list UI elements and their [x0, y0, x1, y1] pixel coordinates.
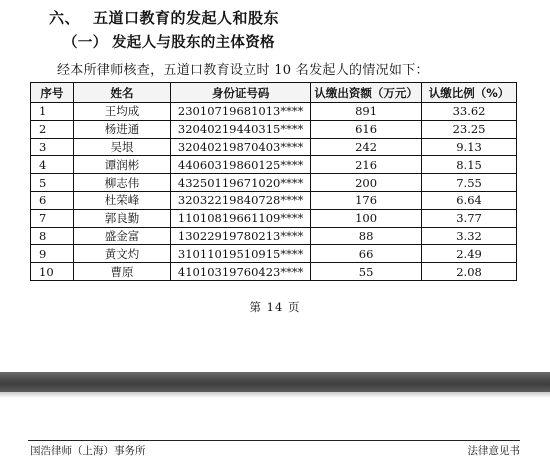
row-seq: 3 — [31, 138, 74, 156]
row-name: 杨进通 — [73, 120, 170, 138]
table-row — [31, 209, 517, 227]
row-name: 谭润彬 — [73, 156, 170, 174]
page-divider — [0, 372, 550, 392]
subsection-number: （一） — [63, 35, 108, 51]
table-body — [31, 103, 517, 281]
subsection-heading — [63, 31, 275, 52]
row-seq: 10 — [31, 263, 74, 281]
row-id-number: 43250119671020**** — [171, 174, 311, 192]
page-divider-shadow — [0, 392, 550, 398]
row-id-number: 31011019510915**** — [171, 245, 311, 263]
row-seq: 7 — [31, 209, 74, 227]
row-id-number: 32040219870403**** — [171, 138, 311, 156]
table-row — [31, 103, 517, 121]
row-ratio: 9.13 — [422, 138, 517, 156]
row-id-number: 23010719681013**** — [171, 103, 311, 121]
row-ratio: 7.55 — [422, 174, 517, 192]
section-title: 五道口教育的发起人和股东 — [93, 9, 280, 27]
row-ratio: 6.64 — [422, 191, 517, 209]
table-row — [31, 156, 517, 174]
header-cell: 姓名 — [73, 83, 170, 103]
table-row — [31, 263, 517, 281]
table-row — [31, 174, 517, 192]
row-seq: 9 — [31, 245, 74, 263]
row-amount: 66 — [311, 245, 422, 263]
row-amount: 216 — [311, 156, 422, 174]
row-seq: 4 — [31, 156, 74, 174]
header-cell: 认缴出资额（万元） — [311, 83, 422, 103]
row-amount: 176 — [311, 191, 422, 209]
row-name: 王均成 — [73, 103, 170, 121]
row-name: 杜荣峰 — [73, 191, 170, 209]
table-row — [31, 138, 517, 156]
table-row — [31, 120, 517, 138]
header-cell: 序号 — [31, 83, 74, 103]
row-name: 吴垠 — [73, 138, 170, 156]
row-ratio: 3.77 — [422, 209, 517, 227]
row-ratio: 3.32 — [422, 227, 517, 245]
row-ratio: 8.15 — [422, 156, 517, 174]
row-ratio: 2.08 — [422, 263, 517, 281]
footer-rule — [28, 440, 520, 441]
table-header-row — [31, 83, 517, 103]
page-number: 第 14 页 — [249, 300, 301, 314]
row-amount: 891 — [311, 103, 422, 121]
row-name: 柳志伟 — [73, 174, 170, 192]
section-number: 六、 — [49, 9, 81, 27]
row-ratio: 33.62 — [422, 103, 517, 121]
row-seq: 5 — [31, 174, 74, 192]
footer-firm-name: 国浩律师（上海）事务所 — [30, 445, 146, 457]
row-seq: 8 — [31, 227, 74, 245]
row-amount: 200 — [311, 174, 422, 192]
table-row — [31, 245, 517, 263]
row-amount: 100 — [311, 209, 422, 227]
row-amount: 55 — [311, 263, 422, 281]
founders-table — [30, 82, 517, 281]
row-amount: 88 — [311, 227, 422, 245]
row-name: 盛金富 — [73, 227, 170, 245]
row-ratio: 23.25 — [422, 120, 517, 138]
row-amount: 242 — [311, 138, 422, 156]
row-seq: 6 — [31, 191, 74, 209]
intro-paragraph: 经本所律师核查，五道口教育设立时 10 名发起人的情况如下： — [57, 63, 429, 78]
table-row — [31, 191, 517, 209]
section-heading — [49, 7, 279, 28]
row-id-number: 44060319860125**** — [171, 156, 311, 174]
row-seq: 1 — [31, 103, 74, 121]
table-row — [31, 227, 517, 245]
row-amount: 616 — [311, 120, 422, 138]
row-id-number: 13022919780213**** — [171, 227, 311, 245]
row-name: 郭良勤 — [73, 209, 170, 227]
row-name: 曹原 — [73, 263, 170, 281]
row-id-number: 32040219440315**** — [171, 120, 311, 138]
row-name: 黄文灼 — [73, 245, 170, 263]
header-cell: 认缴比例（%） — [422, 83, 517, 103]
header-cell: 身份证号码 — [171, 83, 311, 103]
subsection-title: 发起人与股东的主体资格 — [112, 35, 275, 51]
row-id-number: 41010319760423**** — [171, 263, 311, 281]
row-ratio: 2.49 — [422, 245, 517, 263]
footer-doc-type: 法律意见书 — [467, 445, 520, 457]
row-seq: 2 — [31, 120, 74, 138]
row-id-number: 11010819661109**** — [171, 209, 311, 227]
row-id-number: 32032219840728**** — [171, 191, 311, 209]
